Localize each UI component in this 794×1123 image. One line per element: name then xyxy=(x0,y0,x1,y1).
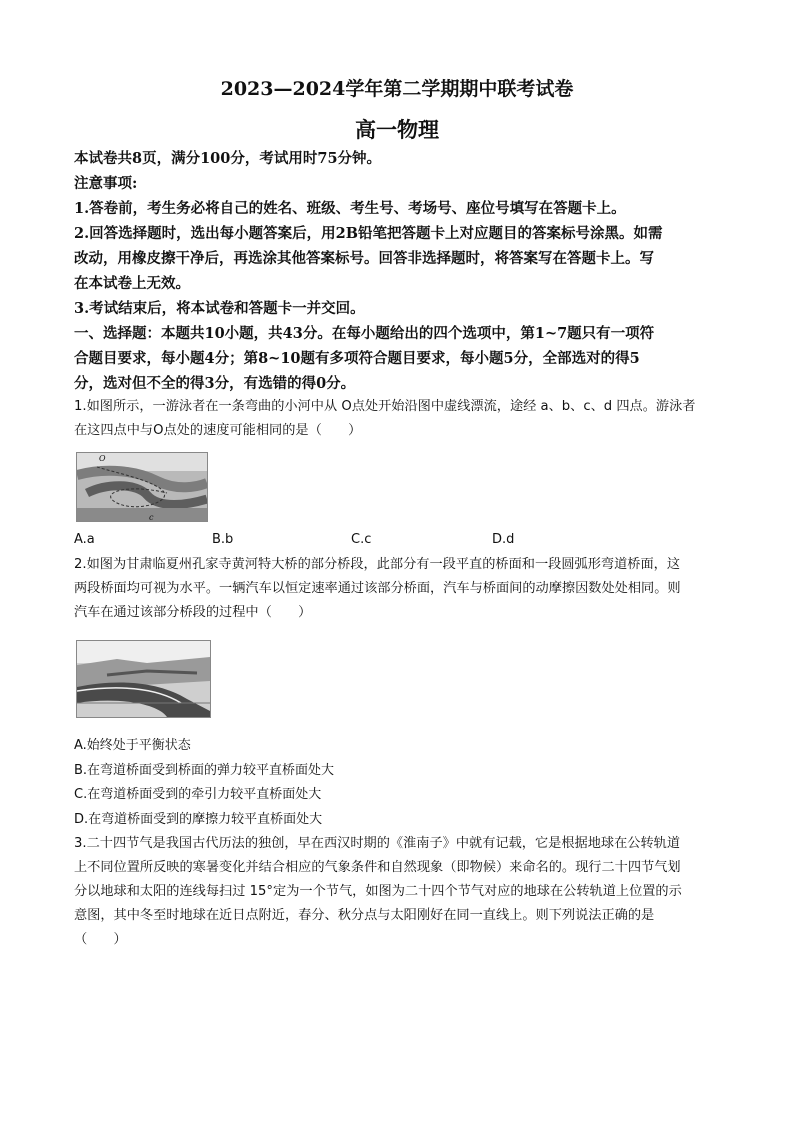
section1-line3: 分，选对但不全的得3分，有选错的得0分。 xyxy=(74,375,356,392)
instructions xyxy=(74,146,724,396)
notice-item-1: 1.答卷前，考生务必将自己的姓名、班级、考生号、考场号、座位号填写在答题卡上。 xyxy=(74,200,626,217)
label-c: c xyxy=(149,513,154,521)
notice-heading: 注意事项: xyxy=(74,175,138,192)
question-2-line1: 2.如图为甘肃临夏州孔家寺黄河特大桥的部分桥段，此部分有一段平直的桥面和一段圆弧形弯道桥面，这 xyxy=(74,557,681,572)
question-3-line3: 分以地球和太阳的连线每扫过 15°定为一个节气，如图为二十四个节气对应的地球在公转轨道上位置的示 xyxy=(74,884,682,899)
question-3-line5: （ ） xyxy=(74,932,127,947)
q1-option-a[interactable]: A.a xyxy=(74,532,95,547)
question-1-line2: 在这四点中与O点处的速度可能相同的是（ ） xyxy=(74,423,362,438)
label-O: O xyxy=(99,454,106,463)
q2-option-c[interactable]: C.在弯道桥面受到的牵引力较平直桥面处大 xyxy=(74,787,322,802)
exam-title: 2023—2024学年第二学期期中联考试卷 xyxy=(220,78,574,100)
question-3 xyxy=(74,832,724,952)
q2-option-d[interactable]: D.在弯道桥面受到的摩擦力较平直桥面处大 xyxy=(74,811,323,827)
q1-option-d[interactable]: D.d xyxy=(492,532,515,547)
subject-title: 高一物理 xyxy=(355,117,439,142)
notice-item-2-line1: 2.回答选择题时，选出每小题答案后，用2B铅笔把答题卡上对应题目的答案标号涂黑。如需 xyxy=(74,225,663,242)
question-2 xyxy=(74,553,724,625)
section1-line1: 一、选择题：本题共10小题，共43分。在每小题给出的四个选项中，第1~7题只有一项符 xyxy=(74,325,655,342)
notice-item-2-line2: 改动，用橡皮擦干净后，再选涂其他答案标号。回答非选择题时，将答案写在答题卡上。写 xyxy=(74,250,654,267)
question-3-line4: 意图，其中冬至时地球在近日点附近，春分、秋分点与太阳刚好在同一直线上。则下列说法正确的是 xyxy=(74,908,655,923)
question-3-line2: 上不同位置所反映的寒暑变化并结合相应的气象条件和自然现象（即物候）来命名的。现行二十四节气划 xyxy=(74,860,681,875)
river-photo xyxy=(76,452,208,522)
question-1-line1: 1.如图所示，一游泳者在一条弯曲的小河中从 O点处开始沿图中虚线漂流，途经 a、b、c、d 四点。游泳者 xyxy=(74,399,696,414)
bridge-drawing xyxy=(77,641,210,717)
river-drawing xyxy=(77,453,207,521)
section1-line2: 合题目要求，每小题4分；第8~10题有多项符合题目要求，每小题5分，全部选对的得5 xyxy=(74,350,640,367)
question-1 xyxy=(74,395,724,443)
question-3-line1: 3.二十四节气是我国古代历法的独创，早在西汉时期的《淮南子》中就有记载，它是根据地球在公转轨道 xyxy=(74,836,681,851)
bridge-photo xyxy=(76,640,211,718)
q2-option-a[interactable]: A.始终处于平衡状态 xyxy=(74,738,191,753)
question-2-line3: 汽车在通过该部分桥段的过程中（ ） xyxy=(74,605,312,620)
notice-item-3: 3.考试结束后，将本试卷和答题卡一并交回。 xyxy=(74,300,365,317)
q2-option-b[interactable]: B.在弯道桥面受到桥面的弹力较平直桥面处大 xyxy=(74,762,335,778)
q1-option-b[interactable]: B.b xyxy=(212,532,234,547)
notice-item-2-line3: 在本试卷上无效。 xyxy=(74,275,190,292)
question-2-line2: 两段桥面均可视为水平。一辆汽车以恒定速率通过该部分桥面，汽车与桥面间的动摩擦因数处处相同。则 xyxy=(74,581,681,596)
q1-option-c[interactable]: C.c xyxy=(351,532,372,547)
instruction-pages: 本试卷共8页，满分100分，考试用时75分钟。 xyxy=(74,150,382,167)
question-2-options xyxy=(74,734,334,832)
